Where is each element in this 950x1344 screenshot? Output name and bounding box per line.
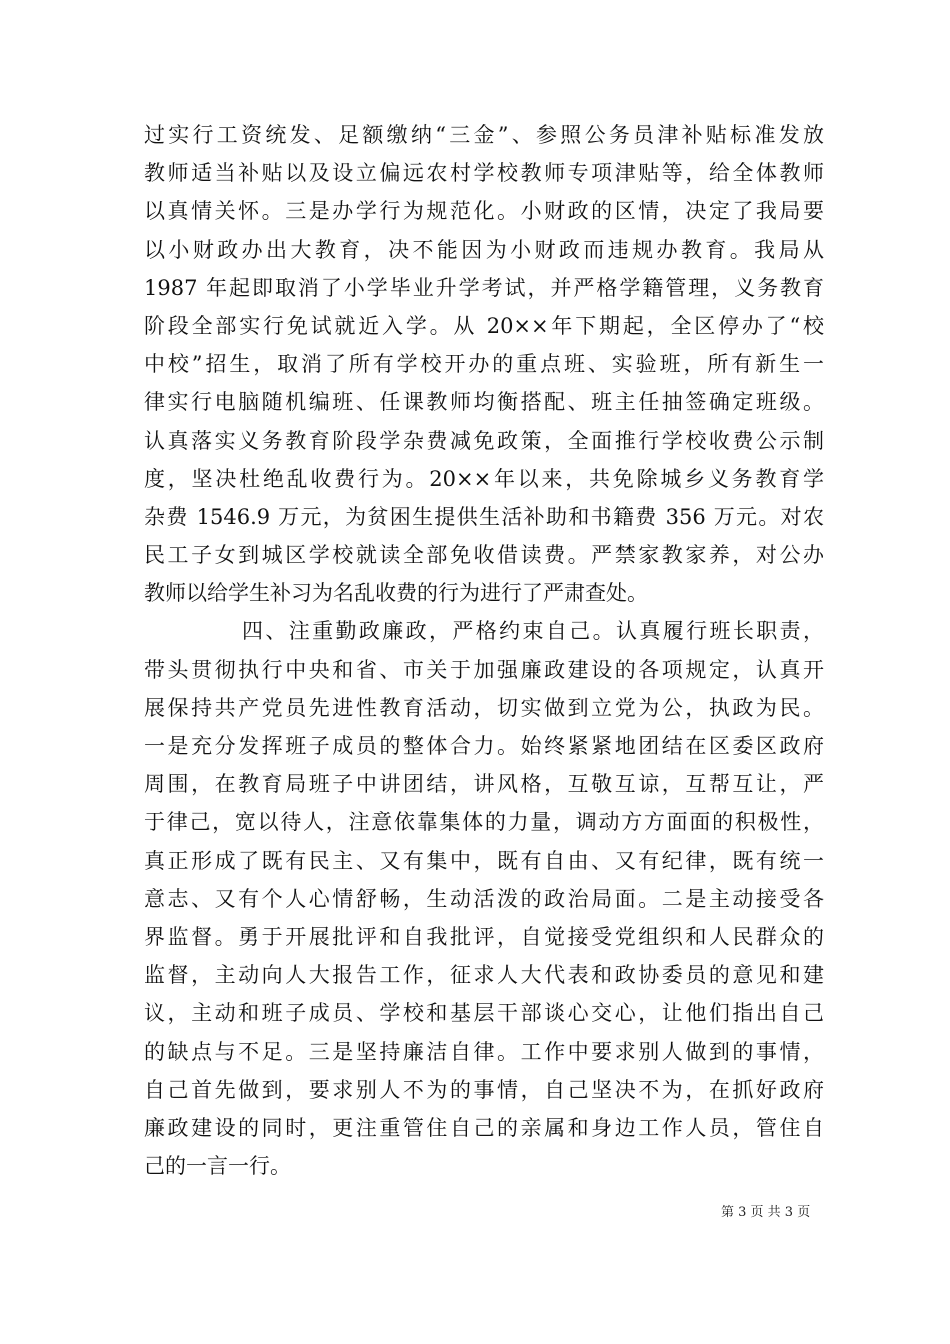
text-line: 1987 年起即取消了小学毕业升学考试，并严格学籍管理，义务教育: [144, 275, 824, 300]
text-line: 教师适当补贴以及设立偏远农村学校教师专项津贴等，给全体教师: [144, 161, 824, 186]
text-line: 认真落实义务教育阶段学杂费减免政策，全面推行学校收费公示制: [144, 428, 824, 453]
text-line: 一是充分发挥班子成员的整体合力。始终紧紧地团结在区委区政府: [144, 734, 824, 758]
text-line: 带头贯彻执行中央和省、市关于加强廉政建设的各项规定，认真开: [144, 657, 824, 682]
text-line: 监督，主动向人大报告工作，征求人大代表和政协委员的意见和建: [144, 963, 824, 988]
section-heading-line: 四、注重勤政廉政，严格约束自己。认真履行班长职责，: [242, 619, 824, 644]
page-number-footer: 第 3 页 共 3 页: [721, 1205, 811, 1220]
body-text: [144, 116, 824, 1185]
text-line: 律实行电脑随机编班、任课教师均衡搭配、班主任抽签确定班级。: [144, 390, 824, 415]
text-line: 廉政建设的同时，更注重管住自己的亲属和身边工作人员，管住自: [144, 1115, 824, 1140]
text-line: 以真情关怀。三是办学行为规范化。小财政的区情，决定了我局要: [144, 199, 824, 224]
text-line: 周围，在教育局班子中讲团结，讲风格，互敬互谅，互帮互让，严: [144, 772, 824, 797]
text-line: 阶段全部实行免试就近入学。从 20××年下期起，全区停办了“校: [144, 313, 824, 338]
text-line: 杂费 1546.9 万元，为贫困生提供生活补助和书籍费 356 万元。对农: [144, 504, 824, 529]
text-line: 以小财政办出大教育，决不能因为小财政而违规办教育。我局从: [144, 237, 824, 262]
text-line: 的缺点与不足。三是坚持廉洁自律。工作中要求别人做到的事情，: [144, 1039, 824, 1064]
text-line: 于律己，宽以待人，注意依靠集体的力量，调动方方面面的积极性，: [144, 810, 824, 835]
text-line: 过实行工资统发、足额缴纳“三金”、参照公务员津补贴标准发放: [144, 123, 824, 147]
text-line: 意志、又有个人心情舒畅，生动活泼的政治局面。二是主动接受各: [144, 886, 824, 911]
text-line: 议，主动和班子成员、学校和基层干部谈心交心，让他们指出自己: [144, 1001, 824, 1026]
paragraph-end-line: 教师以给学生补习为名乱收费的行为进行了严肃查处。: [144, 581, 648, 606]
text-line: 度，坚决杜绝乱收费行为。20××年以来，共免除城乡义务教育学: [144, 466, 824, 491]
text-line: 自己首先做到，要求别人不为的事情，自己坚决不为，在抓好政府: [144, 1077, 824, 1102]
text-line: 展保持共产党员先进性教育活动，切实做到立党为公，执政为民。: [144, 695, 824, 720]
paragraph-end-line: 己的一言一行。: [144, 1154, 291, 1179]
text-line: 中校”招生，取消了所有学校开办的重点班、实验班，所有新生一: [144, 352, 824, 377]
text-line: 真正形成了既有民主、又有集中，既有自由、又有纪律，既有统一: [144, 848, 824, 873]
text-line: 界监督。勇于开展批评和自我批评，自觉接受党组织和人民群众的: [144, 924, 824, 949]
text-line: 民工子女到城区学校就读全部免收借读费。严禁家教家养，对公办: [144, 543, 824, 568]
